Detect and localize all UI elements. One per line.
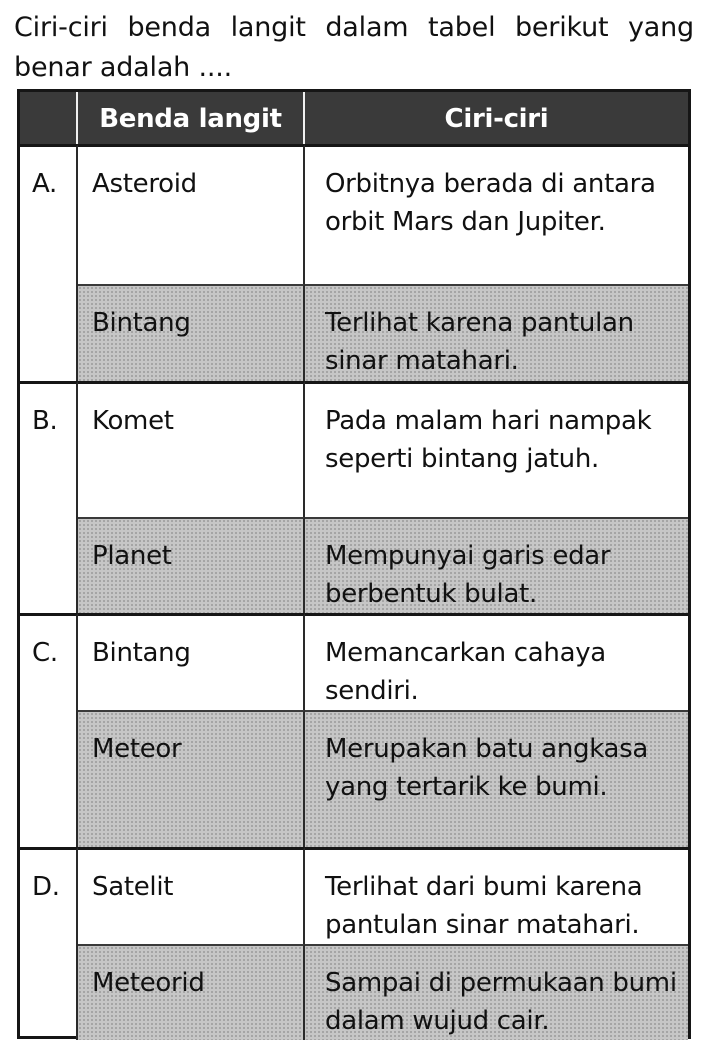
option-letter-d: D. bbox=[20, 847, 78, 1040]
option-a-row2-description: Terlihat karena pantulan sinar matahari. bbox=[305, 284, 688, 381]
option-d-row1-name: Satelit bbox=[78, 847, 305, 944]
question-text: Ciri-ciri benda langit dalam tabel berikut yang benar adalah .... bbox=[14, 12, 694, 83]
option-b-row1-name: Komet bbox=[78, 381, 305, 517]
answer-table bbox=[17, 89, 691, 1039]
option-a-row1-description: Orbitnya berada di antara orbit Mars dan Jupiter. bbox=[305, 144, 688, 284]
option-c-row2-name: Meteor bbox=[78, 710, 305, 847]
option-d-row2-description: Sampai di permukaan bumi dalam wujud cair. bbox=[305, 944, 688, 1040]
option-d-row1-description: Terlihat dari bumi karena pantulan sinar matahari. bbox=[305, 847, 688, 944]
option-b-row1-description: Pada malam hari nampak seperti bintang jatuh. bbox=[305, 381, 688, 517]
option-c-row1-name: Bintang bbox=[78, 613, 305, 710]
option-a-row2-name: Bintang bbox=[78, 284, 305, 381]
header-ciri-ciri: Ciri-ciri bbox=[305, 92, 688, 144]
option-d-row2-name: Meteorid bbox=[78, 944, 305, 1040]
option-c-row1-description: Memancarkan cahaya sendiri. bbox=[305, 613, 688, 710]
option-a-row1-name: Asteroid bbox=[78, 144, 305, 284]
option-b-row2-name: Planet bbox=[78, 517, 305, 613]
header-corner bbox=[20, 92, 78, 144]
option-c-row2-description: Merupakan batu angkasa yang tertarik ke bumi. bbox=[305, 710, 688, 847]
option-b-row2-description: Mempunyai garis edar berbentuk bulat. bbox=[305, 517, 688, 613]
header-benda-langit: Benda langit bbox=[78, 92, 305, 144]
option-letter-a: A. bbox=[20, 144, 78, 381]
option-letter-c: C. bbox=[20, 613, 78, 847]
option-letter-b: B. bbox=[20, 381, 78, 613]
